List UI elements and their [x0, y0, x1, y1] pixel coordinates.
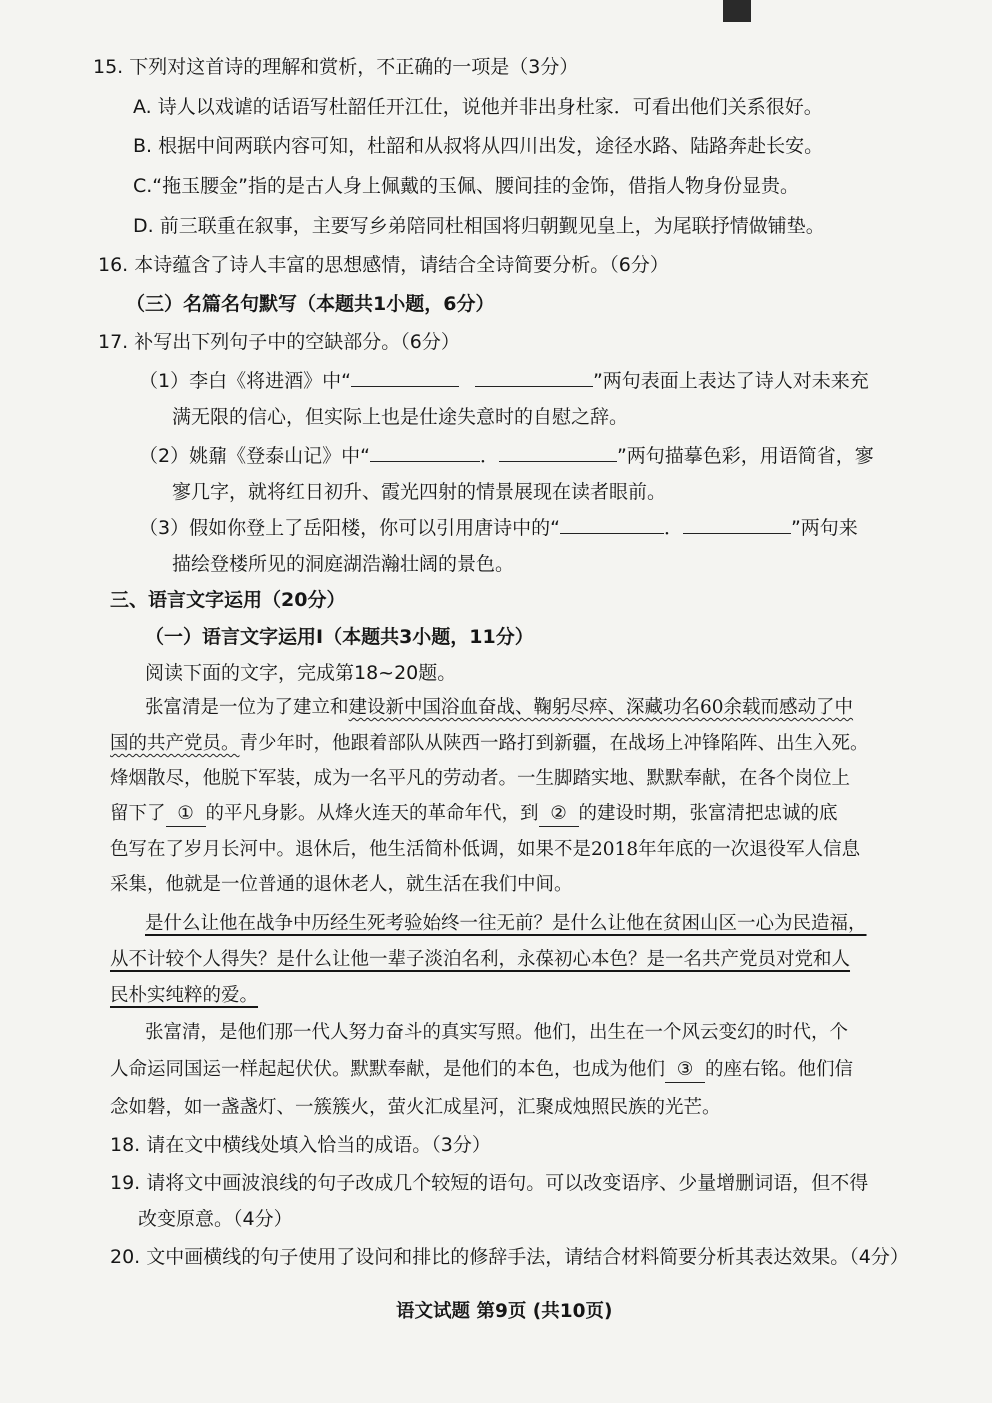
q19-line-1: 19. 请将文中画波浪线的句子改成几个较短的语句。可以改变语序、少量增删词语，但不得	[110, 1172, 869, 1194]
q17-2-prefix: （2）姚鼐《登泰山记》中“	[139, 445, 370, 467]
q17-item-2	[139, 443, 874, 468]
blank-marker-3[interactable]: ③	[665, 1058, 705, 1083]
q17-2-separator: ．	[479, 445, 499, 467]
q17-stem: 17. 补写出下列句子中的空缺部分。（6分）	[98, 331, 460, 353]
q15-option-a: A. 诗人以戏谑的话语写杜韶任开江仕，说他并非出身杜家．可看出他们关系很好。	[133, 96, 823, 118]
q20: 20. 文中画横线的句子使用了设问和排比的修辞手法，请结合材料简要分析其表达效果。（4分）	[110, 1246, 909, 1268]
q17-2-continuation: 寥几字，就将红日初升、霞光四射的情景展现在读者眼前。	[172, 481, 667, 503]
wavy-underlined-sentence: 建设新中国浴血奋战、鞠躬尽瘁、深藏功名60余载而感动了中	[348, 697, 854, 718]
part3-heading: 三、语言文字运用（20分）	[110, 589, 346, 611]
part3-instruction: 阅读下面的文字，完成第18~20题。	[145, 662, 457, 684]
underlined-sentence: 从不计较个人得失？是什么让他一辈子淡泊名利，永葆初心本色？是一名共产党员对党和人	[110, 949, 851, 970]
passage-line: 张富清是一位为了建立和建设新中国浴血奋战、鞠躬尽瘁、深藏功名60余载而感动了中	[145, 697, 854, 718]
answer-blank[interactable]	[560, 515, 664, 534]
passage-line: 念如磐，如一盏盏灯、一簇簇火，萤火汇成星河，汇聚成烛照民族的光芒。	[110, 1097, 721, 1118]
q17-1-prefix: （1）李白《将进酒》中“	[139, 370, 351, 392]
part3-subheading: （一）语言文字运用Ⅰ（本题共3小题，11分）	[145, 626, 534, 648]
blank-marker-2[interactable]: ②	[539, 802, 579, 827]
answer-blank[interactable]	[683, 515, 791, 534]
wavy-underlined-sentence: 国的共产党员。	[110, 733, 240, 754]
q17-3-suffix: ”两句来	[790, 517, 858, 539]
page-footer: 语文试题 第9页 (共10页)	[396, 1301, 613, 1322]
q15-option-b: B. 根据中间两联内容可知，杜韶和从叔将从四川出发，途径水路、陆路奔赴长安。	[133, 135, 824, 157]
passage-line: 国的共产党员。青少年时，他跟着部队从陕西一路打到新疆，在战场上冲锋陷阵、出生入死。	[110, 733, 869, 754]
underlined-sentence: 民朴实纯粹的爱。	[110, 985, 259, 1006]
passage-line: 烽烟散尽，他脱下军装，成为一名平凡的劳动者。一生脚踏实地、默默奉献，在各个岗位上	[110, 768, 851, 789]
passage-line: 采集，他就是一位普通的退休老人，就生活在我们中间。	[110, 874, 573, 895]
answer-blank[interactable]	[499, 443, 617, 462]
blank-marker-1[interactable]: ①	[166, 802, 206, 827]
passage-line: 色写在了岁月长河中。退休后，他生活简朴低调，如果不是2018年年底的一次退役军人信息	[110, 839, 861, 860]
corner-mark	[723, 0, 751, 22]
q16: 16. 本诗蕴含了诗人丰富的思想感情，请结合全诗简要分析。（6分）	[98, 254, 669, 276]
q15-option-c: C.“拖玉腰金”指的是古人身上佩戴的玉佩、腰间挂的金饰，借指人物身份显贵。	[133, 175, 799, 197]
q15-stem: 15. 下列对这首诗的理解和赏析，不正确的一项是（3分）	[93, 56, 579, 78]
q18: 18. 请在文中横线处填入恰当的成语。（3分）	[110, 1134, 491, 1156]
section-heading-famous-lines: （三）名篇名句默写（本题共1小题，6分）	[126, 293, 495, 315]
passage-line: 留下了 ① 的平凡身影。从烽火连天的革命年代，到 ② 的建设时期，张富清把忠诚的底	[110, 802, 838, 827]
q17-2-suffix: ”两句描摹色彩，用语简省，寥	[616, 445, 874, 467]
passage-line: 张富清，是他们那一代人努力奋斗的真实写照。他们，出生在一个风云变幻的时代，个	[145, 1022, 849, 1043]
q17-3-prefix: （3）假如你登上了岳阳楼，你可以引用唐诗中的“	[139, 517, 560, 539]
q19-line-2: 改变原意。（4分）	[138, 1208, 293, 1230]
q17-1-continuation: 满无限的信心，但实际上也是仕途失意时的自慰之辞。	[172, 406, 629, 428]
q17-item-3	[139, 515, 858, 540]
q17-3-separator: ．	[663, 517, 683, 539]
answer-blank[interactable]	[370, 443, 480, 462]
q15-option-d: D. 前三联重在叙事，主要写乡弟陪同杜相国将归朝觐见皇上，为尾联抒情做铺垫。	[133, 215, 825, 237]
answer-blank[interactable]	[475, 368, 593, 387]
passage-line: 人命运同国运一样起起伏伏。默默奉献，是他们的本色，也成为他们 ③ 的座右铭。他们信	[110, 1058, 853, 1083]
q17-item-1	[139, 368, 869, 393]
answer-blank[interactable]	[351, 368, 459, 387]
q17-3-continuation: 描绘登楼所见的洞庭湖浩瀚壮阔的景色。	[172, 553, 515, 575]
underlined-sentence: 是什么让他在战争中历经生死考验始终一往无前？是什么让他在贫困山区一心为民造福，	[145, 913, 867, 934]
q17-1-suffix: ”两句表面上表达了诗人对未来充	[592, 370, 869, 392]
